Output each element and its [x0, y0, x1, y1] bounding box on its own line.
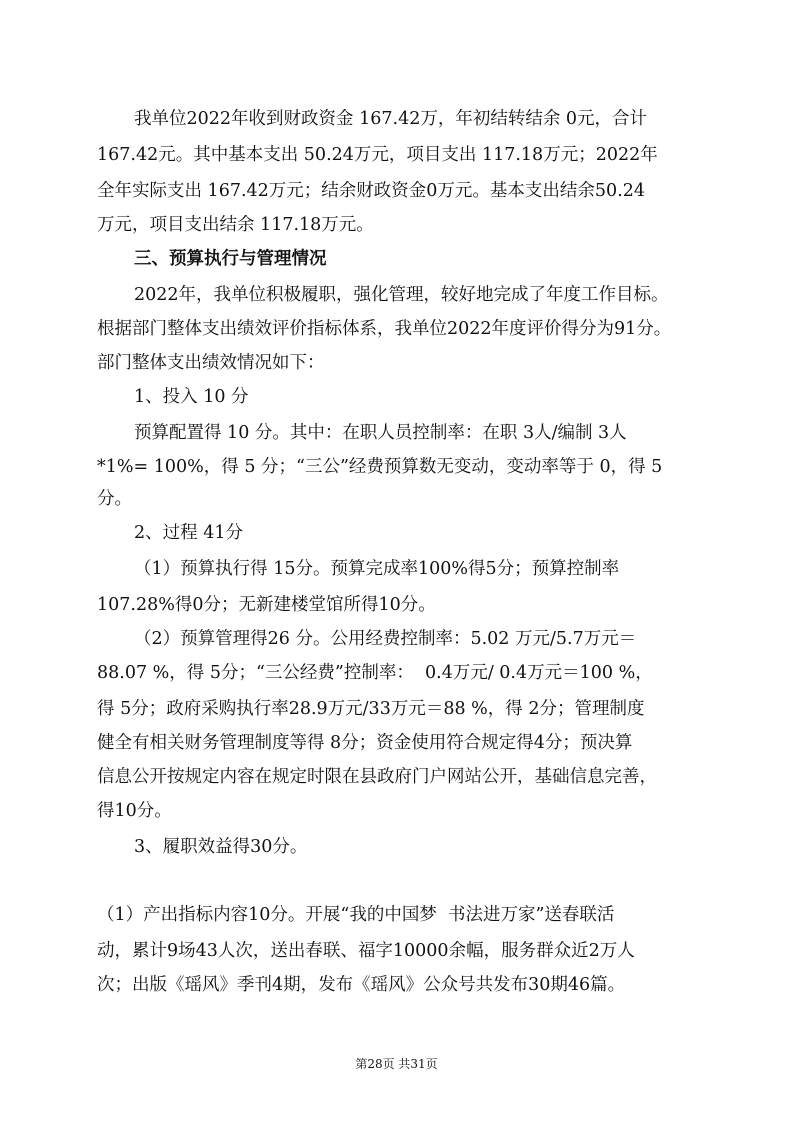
text-line: 信息公开按规定内容在规定时限在县政府门户网站公开，基础信息完善， [97, 767, 657, 787]
text-line: 88.07 %，得 5分；“三公经费”控制率： 0.4万元/ 0.4万元＝100 %， [97, 663, 653, 683]
text-line: （2）预算管理得26 分。公用经费控制率：5.02 万元/5.7万元＝ [134, 629, 637, 649]
item-heading: 3、履职效益得30分。 [134, 837, 308, 857]
text-line: 得10分。 [97, 801, 172, 821]
page-number: 第28页 共31页 [355, 1057, 438, 1071]
text-line: 分。 [97, 489, 132, 509]
text-line: 次；出版《瑶风》季刊4期，发布《瑶风》公众号共发布30期46篇。 [97, 975, 626, 995]
text-line: 部门整体支出绩效情况如下： [97, 353, 325, 373]
text-line: （1）预算执行得 15分。预算完成率100%得5分；预算控制率 [134, 559, 620, 579]
text-line: 万元，项目支出结余 117.18万元。 [97, 215, 374, 235]
text-line: 全年实际支出 167.42万元；结余财政资金0万元。基本支出结余50.24 [97, 181, 646, 201]
text-line: （1）产出指标内容10分。开展“我的中国梦 书法进万家”送春联活 [97, 905, 615, 925]
item-heading: 2、过程 41分 [134, 523, 243, 543]
text-line: *1%= 100%，得 5 分；“三公”经费预算数无变动，变动率等于 0，得 5 [97, 457, 663, 477]
text-line: 我单位2022年收到财政资金 167.42万，年初结转结余 0元，合计 [134, 109, 648, 129]
text-line: 167.42元。其中基本支出 50.24万元，项目支出 117.18万元；2022年 [97, 145, 658, 165]
section-heading: 三、预算执行与管理情况 [134, 249, 327, 269]
text-line: 107.28%得0分；无新建楼堂馆所得10分。 [97, 595, 436, 615]
text-line: 得 5分；政府采购执行率28.9万元/33万元＝88 %，得 2分；管理制度 [97, 699, 645, 719]
item-heading: 1、投入 10 分 [134, 387, 249, 407]
text-line: 动，累计9场43人次，送出春联、福字10000余幅，服务群众近2万人 [97, 941, 635, 961]
text-line: 2022年，我单位积极履职，强化管理，较好地完成了年度工作目标。 [134, 285, 669, 305]
text-line: 健全有相关财务管理制度等得 8分；资金使用符合规定得4分；预决算 [97, 733, 633, 753]
text-line: 根据部门整体支出绩效评价指标体系，我单位2022年度评价得分为91分。 [97, 319, 672, 339]
text-line: 预算配置得 10 分。其中：在职人员控制率：在职 3人/编制 3人 [134, 423, 627, 443]
